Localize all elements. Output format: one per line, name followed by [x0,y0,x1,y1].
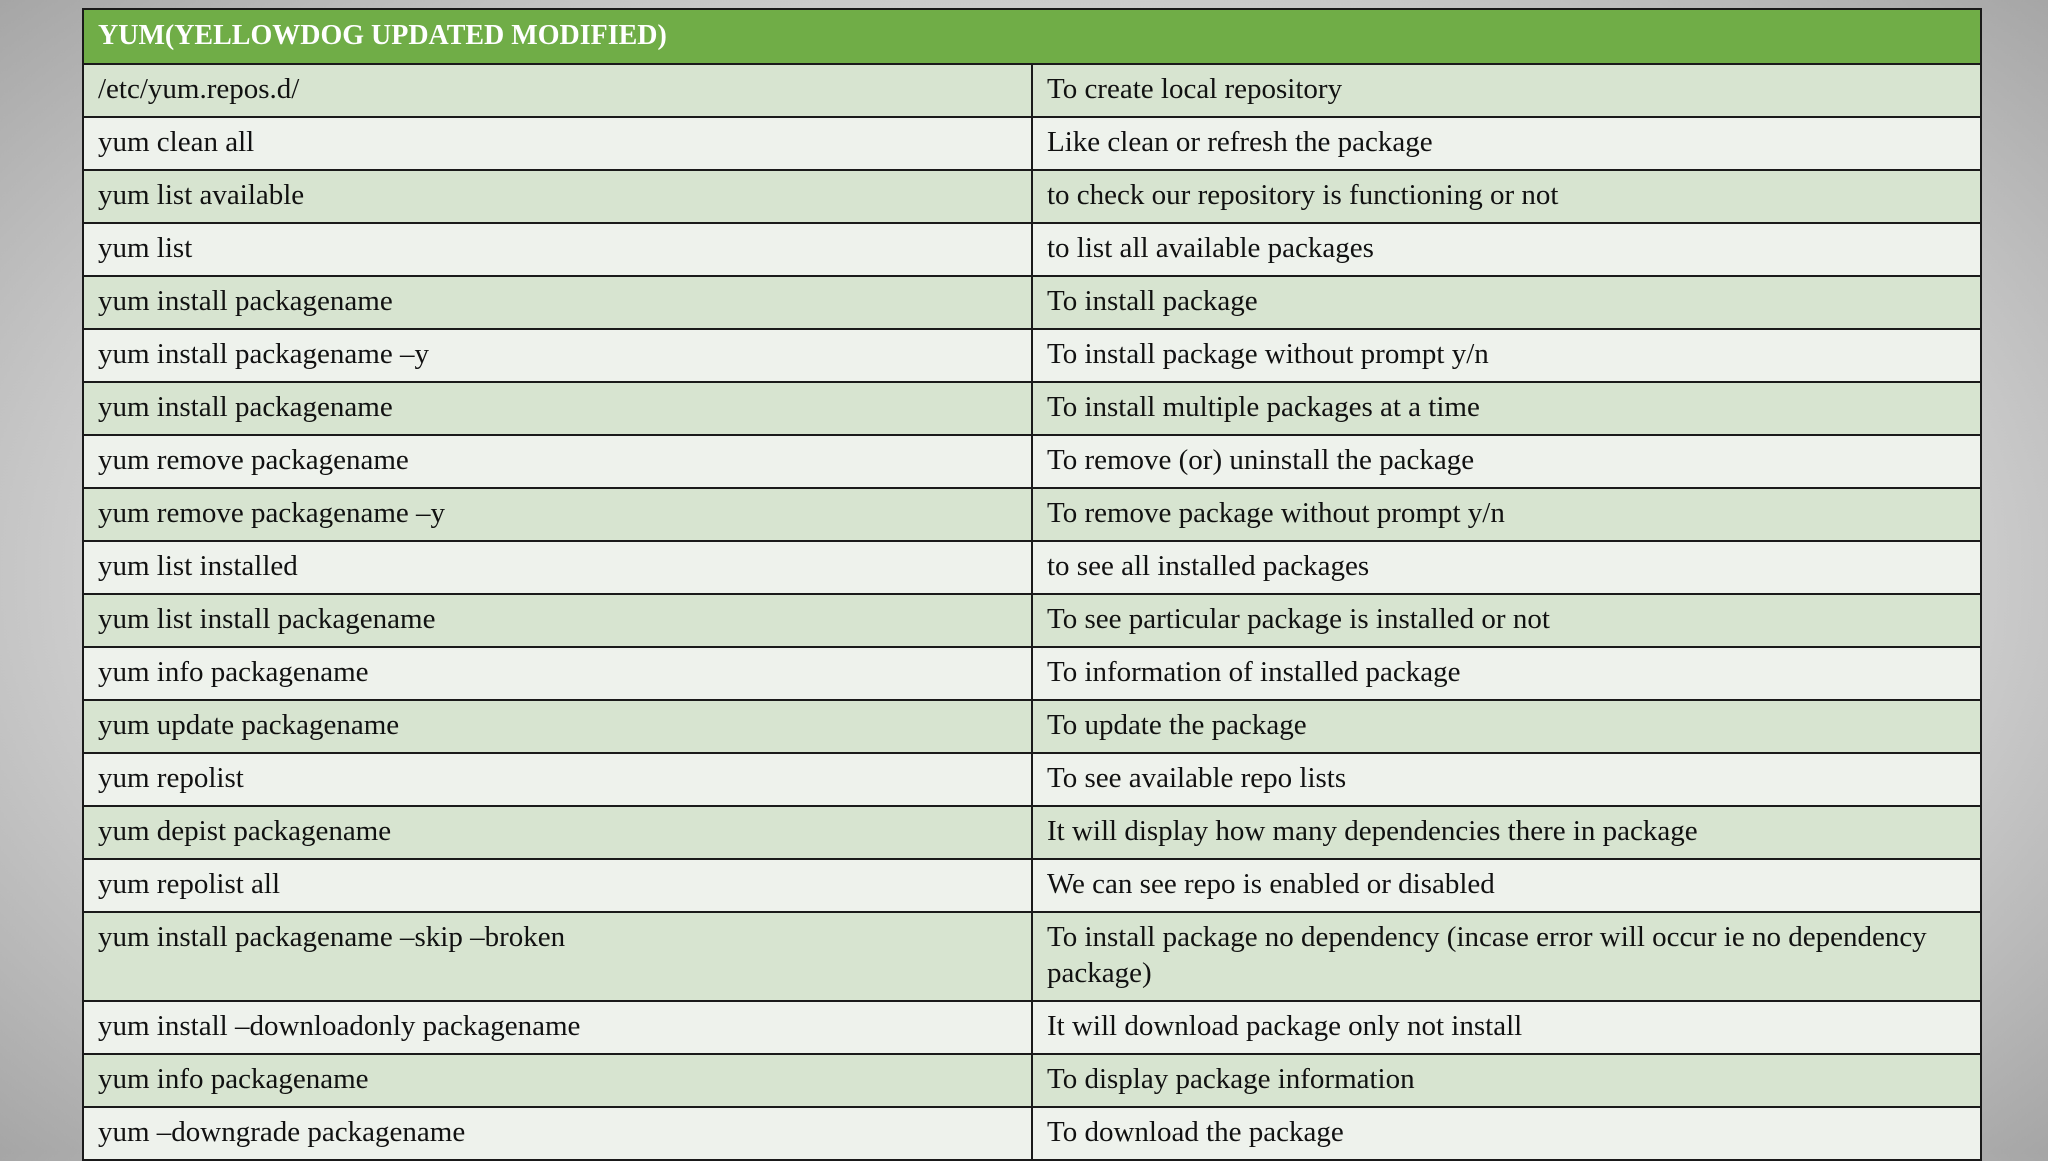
command-cell: yum list installed [83,541,1032,594]
command-cell: yum info packagename [83,647,1032,700]
table-row [83,912,1981,1001]
description-cell: To remove (or) uninstall the package [1032,435,1981,488]
table-row [83,117,1981,170]
table-title: YUM(YELLOWDOG UPDATED MODIFIED) [83,9,1981,64]
table-header-row [83,9,1981,64]
command-cell: yum info packagename [83,1054,1032,1107]
description-cell: To download the package [1032,1107,1981,1160]
command-cell: yum clean all [83,117,1032,170]
table-row [83,223,1981,276]
description-cell: To information of installed package [1032,647,1981,700]
command-cell: yum install –downloadonly packagename [83,1001,1032,1054]
description-cell: It will display how many dependencies there in package [1032,806,1981,859]
table-row [83,647,1981,700]
table-row [83,541,1981,594]
table-row [83,64,1981,117]
description-cell: To install multiple packages at a time [1032,382,1981,435]
table-row [83,488,1981,541]
command-cell: yum list install packagename [83,594,1032,647]
table-row [83,382,1981,435]
table-row [83,859,1981,912]
table-row [83,1001,1981,1054]
table-row [83,594,1981,647]
command-cell: yum remove packagename –y [83,488,1032,541]
table-row [83,700,1981,753]
description-cell: to see all installed packages [1032,541,1981,594]
command-cell: yum update packagename [83,700,1032,753]
command-cell: yum install packagename –skip –broken [83,912,1032,1001]
description-cell: To update the package [1032,700,1981,753]
description-cell: To see available repo lists [1032,753,1981,806]
description-cell: To see particular package is installed or not [1032,594,1981,647]
command-cell: yum remove packagename [83,435,1032,488]
yum-commands-table [82,8,1982,1161]
table-row [83,170,1981,223]
description-cell: To display package information [1032,1054,1981,1107]
command-cell: yum depist packagename [83,806,1032,859]
table-row [83,435,1981,488]
command-cell: /etc/yum.repos.d/ [83,64,1032,117]
table-row [83,806,1981,859]
command-cell: yum list available [83,170,1032,223]
description-cell: to check our repository is functioning or not [1032,170,1981,223]
command-cell: yum list [83,223,1032,276]
command-cell: yum install packagename [83,276,1032,329]
command-cell: yum repolist [83,753,1032,806]
command-cell: yum install packagename –y [83,329,1032,382]
description-cell: To create local repository [1032,64,1981,117]
table-row [83,753,1981,806]
command-cell: yum repolist all [83,859,1032,912]
description-cell: To install package [1032,276,1981,329]
table-row [83,276,1981,329]
command-cell: yum –downgrade packagename [83,1107,1032,1160]
description-cell: to list all available packages [1032,223,1981,276]
table-row [83,329,1981,382]
description-cell: We can see repo is enabled or disabled [1032,859,1981,912]
description-cell: It will download package only not install [1032,1001,1981,1054]
description-cell: To remove package without prompt y/n [1032,488,1981,541]
description-cell: To install package no dependency (incase error will occur ie no dependency package) [1032,912,1981,1001]
table-row [83,1107,1981,1160]
table-row [83,1054,1981,1107]
description-cell: To install package without prompt y/n [1032,329,1981,382]
command-cell: yum install packagename [83,382,1032,435]
description-cell: Like clean or refresh the package [1032,117,1981,170]
table-body [83,9,1981,1160]
